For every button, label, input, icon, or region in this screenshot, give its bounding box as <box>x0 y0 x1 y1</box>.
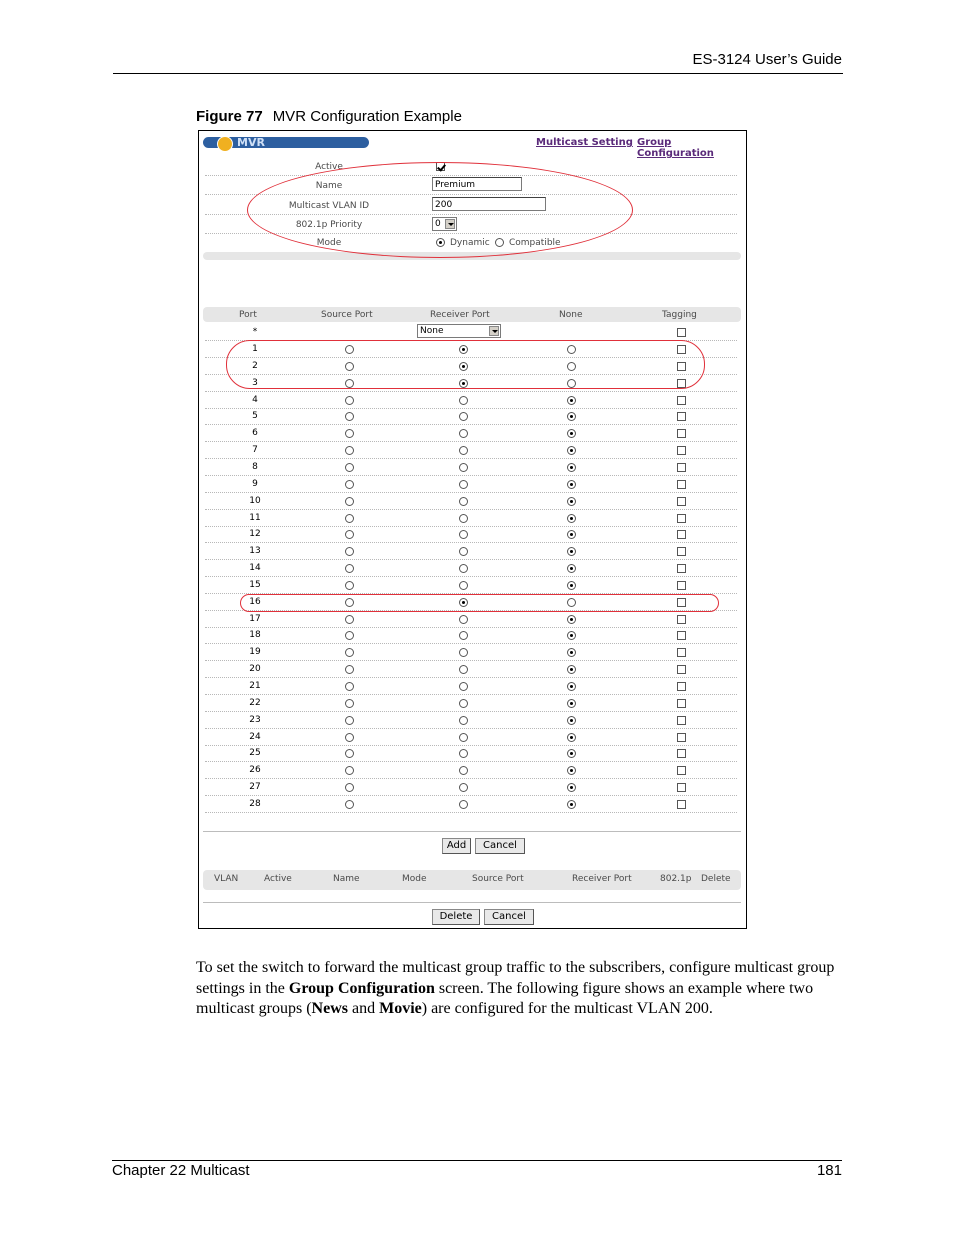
tagging-checkbox[interactable] <box>677 766 686 775</box>
port-number: 11 <box>249 512 261 523</box>
none-port-radio[interactable] <box>567 682 576 691</box>
port-number: 9 <box>252 478 258 489</box>
port-number: 5 <box>252 411 258 422</box>
receiver-port-radio[interactable] <box>459 497 468 506</box>
body-text-1: To set the switch to forward the multicast group traffic to the subscribers, configure multicast group settings in the <box>196 959 835 997</box>
none-port-radio[interactable] <box>567 463 576 472</box>
port-number: 3 <box>252 377 258 388</box>
tagging-checkbox[interactable] <box>677 396 686 405</box>
tagging-checkbox[interactable] <box>677 665 686 674</box>
table-row <box>205 678 737 695</box>
receiver-port-radio[interactable] <box>459 379 468 388</box>
source-port-radio[interactable] <box>345 733 354 742</box>
none-port-radio[interactable] <box>567 362 576 371</box>
source-port-radio[interactable] <box>345 497 354 506</box>
tagging-checkbox[interactable] <box>677 497 686 506</box>
table-row <box>205 408 737 425</box>
tagging-checkbox[interactable] <box>677 530 686 539</box>
priority-value: 0 <box>435 219 441 229</box>
name-input[interactable]: Premium <box>432 177 522 191</box>
none-port-radio[interactable] <box>567 480 576 489</box>
tagging-header: Tagging <box>662 310 697 320</box>
source-port-radio[interactable] <box>345 396 354 405</box>
port-number: 20 <box>249 664 261 675</box>
multicast-vlan-id-input[interactable]: 200 <box>432 197 546 211</box>
form-row-divider <box>205 194 737 196</box>
header-rule <box>113 73 843 74</box>
none-header: None <box>559 310 583 320</box>
table-row <box>205 644 737 661</box>
source-port-radio[interactable] <box>345 716 354 725</box>
form-row-divider <box>205 233 737 235</box>
receiver-port-radio[interactable] <box>459 581 468 590</box>
tagging-checkbox[interactable] <box>677 631 686 640</box>
footer-chapter: Chapter 22 Multicast <box>112 1162 250 1179</box>
source-port-radio[interactable] <box>345 463 354 472</box>
port-number: 25 <box>249 748 261 759</box>
none-port-radio[interactable] <box>567 716 576 725</box>
table-row <box>205 745 737 762</box>
source-port-radio[interactable] <box>345 379 354 388</box>
table-row <box>205 493 737 510</box>
active-label: Active <box>315 162 343 172</box>
body-bold-2: News <box>311 1000 348 1017</box>
multicast-setting-link[interactable]: Multicast Setting <box>536 137 633 148</box>
port-number: 16 <box>249 596 261 607</box>
summary-header: Active <box>264 874 292 884</box>
receiver-port-radio[interactable] <box>459 615 468 624</box>
all-ports-tagging-checkbox[interactable] <box>677 328 686 337</box>
body-text-3: and <box>347 1000 380 1017</box>
port-number: 22 <box>249 697 261 708</box>
table-row <box>205 543 737 560</box>
receiver-port-radio[interactable] <box>459 463 468 472</box>
port-number: 26 <box>249 765 261 776</box>
tagging-checkbox[interactable] <box>677 699 686 708</box>
source-port-header: Source Port <box>321 310 373 320</box>
port-number: 2 <box>252 360 258 371</box>
summary-header: Source Port <box>472 874 524 884</box>
table-row <box>205 779 737 796</box>
name-label: Name <box>315 181 343 191</box>
page-number: 181 <box>816 1162 842 1179</box>
table-row <box>205 729 737 746</box>
body-text-2: screen. The following figure shows an example where two multicast groups ( <box>196 979 814 1017</box>
port-number: 17 <box>249 613 261 624</box>
tagging-checkbox[interactable] <box>677 379 686 388</box>
footer-rule <box>112 1160 842 1161</box>
multicast-vlan-id-label: Multicast VLAN ID <box>288 201 370 211</box>
summary-header: Name <box>333 874 360 884</box>
tagging-checkbox[interactable] <box>677 514 686 523</box>
table-row <box>205 358 737 375</box>
tagging-checkbox[interactable] <box>677 429 686 438</box>
mvr-screenshot <box>198 130 747 929</box>
port-number: 13 <box>249 546 261 557</box>
mode-compatible-radio[interactable] <box>495 238 504 247</box>
source-port-radio[interactable] <box>345 615 354 624</box>
tagging-checkbox[interactable] <box>677 345 686 354</box>
body-bold-1: Group Configuration <box>288 979 435 997</box>
table-row <box>205 695 737 712</box>
tagging-checkbox[interactable] <box>677 463 686 472</box>
priority-label: 802.1p Priority <box>295 220 363 230</box>
port-header: Port <box>239 310 257 320</box>
tagging-checkbox[interactable] <box>677 547 686 556</box>
tagging-checkbox[interactable] <box>677 615 686 624</box>
port-number: 21 <box>249 681 261 691</box>
port-number: 4 <box>252 394 258 405</box>
tagging-checkbox[interactable] <box>677 598 686 607</box>
none-port-radio[interactable] <box>567 396 576 405</box>
receiver-port-radio[interactable] <box>459 480 468 489</box>
none-port-radio[interactable] <box>567 615 576 624</box>
none-port-radio[interactable] <box>567 800 576 809</box>
source-port-radio[interactable] <box>345 345 354 354</box>
summary-header: VLAN <box>214 874 239 884</box>
tagging-checkbox[interactable] <box>677 749 686 758</box>
tagging-checkbox[interactable] <box>677 446 686 455</box>
tagging-checkbox[interactable] <box>677 800 686 809</box>
table-row <box>205 762 737 779</box>
tagging-checkbox[interactable] <box>677 682 686 691</box>
source-port-radio[interactable] <box>345 581 354 590</box>
figure-caption <box>196 108 462 125</box>
port-number: 18 <box>249 630 261 641</box>
port-number: 23 <box>249 714 261 725</box>
source-port-radio[interactable] <box>345 800 354 809</box>
receiver-port-header: Receiver Port <box>430 310 490 320</box>
figure-label: Figure 77 <box>196 108 263 125</box>
tagging-checkbox[interactable] <box>677 362 686 371</box>
table-row <box>205 476 737 493</box>
receiver-port-radio[interactable] <box>459 564 468 573</box>
summary-header: Mode <box>402 874 427 884</box>
table-row <box>205 661 737 678</box>
port-number: 8 <box>252 461 258 472</box>
summary-header: 802.1p <box>660 874 692 884</box>
none-port-radio[interactable] <box>567 733 576 742</box>
port-number: 7 <box>252 445 258 456</box>
source-port-radio[interactable] <box>345 699 354 708</box>
body-bold-3: Movie <box>379 1000 422 1017</box>
receiver-port-radio[interactable] <box>459 682 468 691</box>
form-row-divider <box>205 214 737 216</box>
summary-header: Delete <box>701 874 731 884</box>
source-port-radio[interactable] <box>345 362 354 371</box>
figure-title: MVR Configuration Example <box>272 108 462 125</box>
receiver-port-radio[interactable] <box>459 733 468 742</box>
table-row <box>205 526 737 543</box>
port-number: 15 <box>249 579 261 590</box>
port-number: 10 <box>249 495 261 506</box>
port-number: 1 <box>252 344 258 354</box>
zyxel-logo-icon <box>217 136 233 152</box>
table-row <box>205 560 737 577</box>
chevron-down-icon <box>489 326 499 336</box>
table-row <box>205 392 737 409</box>
tagging-checkbox[interactable] <box>677 581 686 590</box>
priority-select[interactable] <box>432 217 457 231</box>
none-port-radio[interactable] <box>567 379 576 388</box>
active-checkbox[interactable] <box>436 162 445 171</box>
source-port-radio[interactable] <box>345 514 354 523</box>
none-port-radio[interactable] <box>567 581 576 590</box>
tagging-checkbox[interactable] <box>677 564 686 573</box>
all-ports-select-value: None <box>420 326 444 336</box>
none-port-radio[interactable] <box>567 497 576 506</box>
tagging-checkbox[interactable] <box>677 783 686 792</box>
delete-button[interactable]: Delete <box>432 909 480 925</box>
table-row <box>205 611 737 628</box>
none-port-radio[interactable] <box>567 564 576 573</box>
port-number: 12 <box>249 529 261 540</box>
mvr-title: MVR <box>237 136 265 149</box>
table-row <box>205 510 737 527</box>
mode-dynamic-radio[interactable] <box>436 238 445 247</box>
receiver-port-radio[interactable] <box>459 396 468 405</box>
none-port-radio[interactable] <box>567 598 576 607</box>
source-port-radio[interactable] <box>345 598 354 607</box>
port-number: 19 <box>249 647 261 658</box>
receiver-port-radio[interactable] <box>459 800 468 809</box>
tagging-checkbox[interactable] <box>677 480 686 489</box>
source-port-radio[interactable] <box>345 564 354 573</box>
add-button[interactable]: Add <box>442 838 471 854</box>
table-row <box>205 577 737 594</box>
none-port-radio[interactable] <box>567 514 576 523</box>
summary-header: Receiver Port <box>572 874 632 884</box>
group-configuration-link[interactable]: Group Configuration <box>637 137 714 159</box>
mode-label: Mode <box>316 238 342 248</box>
tagging-checkbox[interactable] <box>677 716 686 725</box>
body-paragraph <box>196 958 846 1020</box>
port-number: 27 <box>249 782 261 793</box>
table-row <box>205 459 737 476</box>
mode-dynamic-label: Dynamic <box>450 238 490 248</box>
table-row <box>205 712 737 729</box>
port-number: 28 <box>249 798 261 809</box>
receiver-port-radio[interactable] <box>459 514 468 523</box>
cancel-button[interactable]: Cancel <box>475 838 525 854</box>
table-row <box>205 796 737 813</box>
receiver-port-radio[interactable] <box>459 362 468 371</box>
cancel-button-2[interactable]: Cancel <box>484 909 534 925</box>
table-row <box>205 341 737 358</box>
none-port-radio[interactable] <box>567 699 576 708</box>
none-port-radio[interactable] <box>567 345 576 354</box>
tagging-checkbox[interactable] <box>677 648 686 657</box>
mode-compatible-label: Compatible <box>509 238 561 248</box>
port-number: 6 <box>252 428 258 439</box>
table-row <box>205 442 737 459</box>
receiver-port-radio[interactable] <box>459 598 468 607</box>
table-row <box>205 594 737 611</box>
receiver-port-radio[interactable] <box>459 345 468 354</box>
source-port-radio[interactable] <box>345 480 354 489</box>
table-row <box>205 375 737 392</box>
form-bottom-band <box>203 252 741 260</box>
source-port-radio[interactable] <box>345 682 354 691</box>
tagging-checkbox[interactable] <box>677 412 686 421</box>
receiver-port-radio[interactable] <box>459 699 468 708</box>
port-number: 24 <box>249 731 261 742</box>
tagging-checkbox[interactable] <box>677 733 686 742</box>
receiver-port-radio[interactable] <box>459 716 468 725</box>
table-separator <box>203 831 741 832</box>
chevron-down-icon <box>445 219 455 229</box>
all-ports-symbol: * <box>252 327 258 337</box>
table-row <box>205 425 737 442</box>
table-row <box>205 627 737 644</box>
body-text-4: ) are configured for the multicast VLAN 200. <box>421 1000 713 1017</box>
summary-separator <box>203 902 741 903</box>
port-number: 14 <box>249 563 261 574</box>
all-ports-select[interactable] <box>417 324 501 338</box>
guide-title: ES-3124 User’s Guide <box>692 51 842 68</box>
